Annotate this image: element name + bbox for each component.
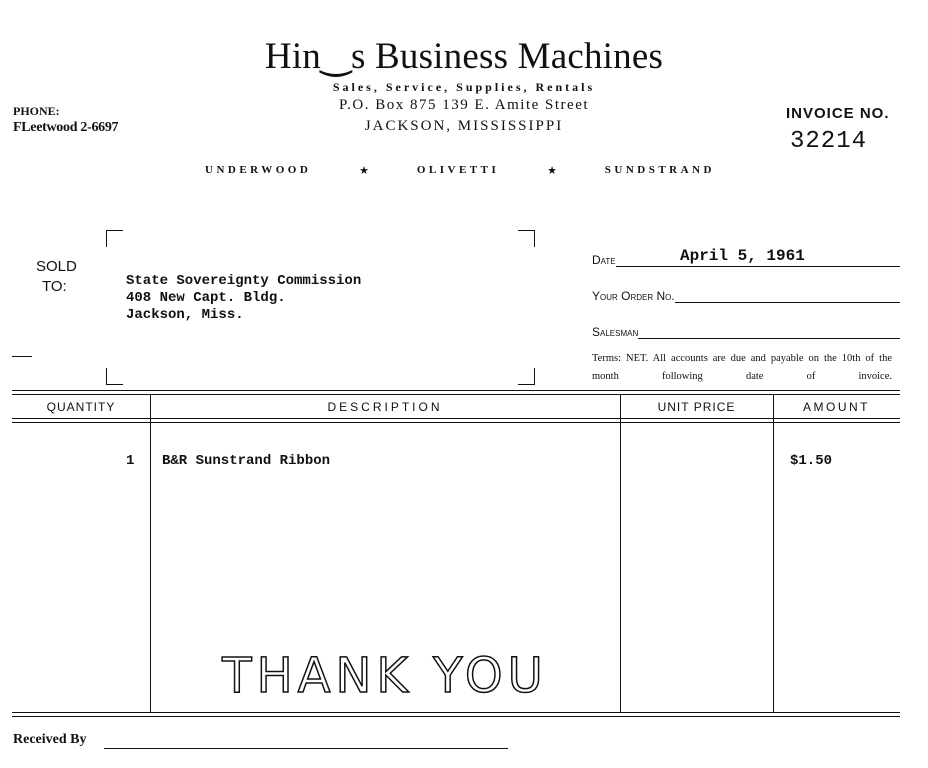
date-value: April 5, 1961 [680,247,805,265]
address-corner-bottom-right [518,368,535,385]
salesman-line [638,324,900,339]
received-by-line [104,748,508,749]
company-address: P.O. Box 875 139 E. Amite Street [338,97,590,113]
brand-sundstrand: SUNDSTRAND [604,164,715,176]
to-label: TO: [42,278,67,295]
address-corner-bottom-left [106,368,123,385]
margin-dash [12,356,32,357]
phone-label: PHONE: [13,104,60,118]
salesman-field [592,324,900,339]
company-tagline: Sales, Service, Supplies, Rentals [332,80,596,94]
description-header: DESCRIPTION [327,400,443,414]
thank-you-text: THANK YOU [222,648,548,704]
amount-header: AMOUNT [803,400,870,414]
header-bottom-rule [12,418,900,419]
table-bottom-rule-2 [12,716,900,717]
sold-label: SOLD [36,258,77,275]
sold-to-address [126,273,361,324]
address-corner-top-right [518,230,535,247]
brand-list [205,164,715,177]
phone-number: FLeetwood 2-6697 [13,120,119,135]
brand-underwood: UNDERWOOD [205,164,312,176]
order-label: Your Order No. [592,289,675,303]
sold-to-label [36,257,77,297]
quantity-header: QUANTITY [46,400,116,414]
invoice-number: 32214 [790,128,868,155]
date-label: Date [592,253,616,267]
column-divider [773,395,774,712]
order-field [592,288,900,303]
customer-street: 408 New Capt. Bldg. [126,290,286,306]
brand-olivetti: OLIVETTI [416,164,500,176]
received-by-label: Received By [13,732,87,747]
row-description: B&R Sunstrand Ribbon [162,453,331,469]
company-city: JACKSON, MISSISSIPPI [364,118,564,134]
invoice-label: INVOICE NO. [786,105,890,122]
row-amount: $1.50 [790,453,833,469]
table-top-rule [12,390,900,391]
company-name: Hin‿s Business Machines [264,36,664,77]
unit-price-header: UNIT PRICE [657,400,736,414]
table-top-rule-2 [12,394,900,395]
column-divider [620,395,621,712]
table-bottom-rule [12,712,900,713]
payment-terms: Terms: NET. All accounts are due and payable on the 10th of the month following date of invoice. [592,353,892,382]
customer-city: Jackson, Miss. [126,307,244,323]
header-bottom-rule-2 [12,422,900,423]
order-line [675,288,900,303]
star-icon: ★ [359,165,369,177]
customer-name: State Sovereignty Commission [126,273,362,289]
row-quantity: 1 [126,453,135,469]
star-icon: ★ [547,165,557,177]
address-corner-top-left [106,230,123,247]
salesman-label: Salesman [592,325,639,339]
